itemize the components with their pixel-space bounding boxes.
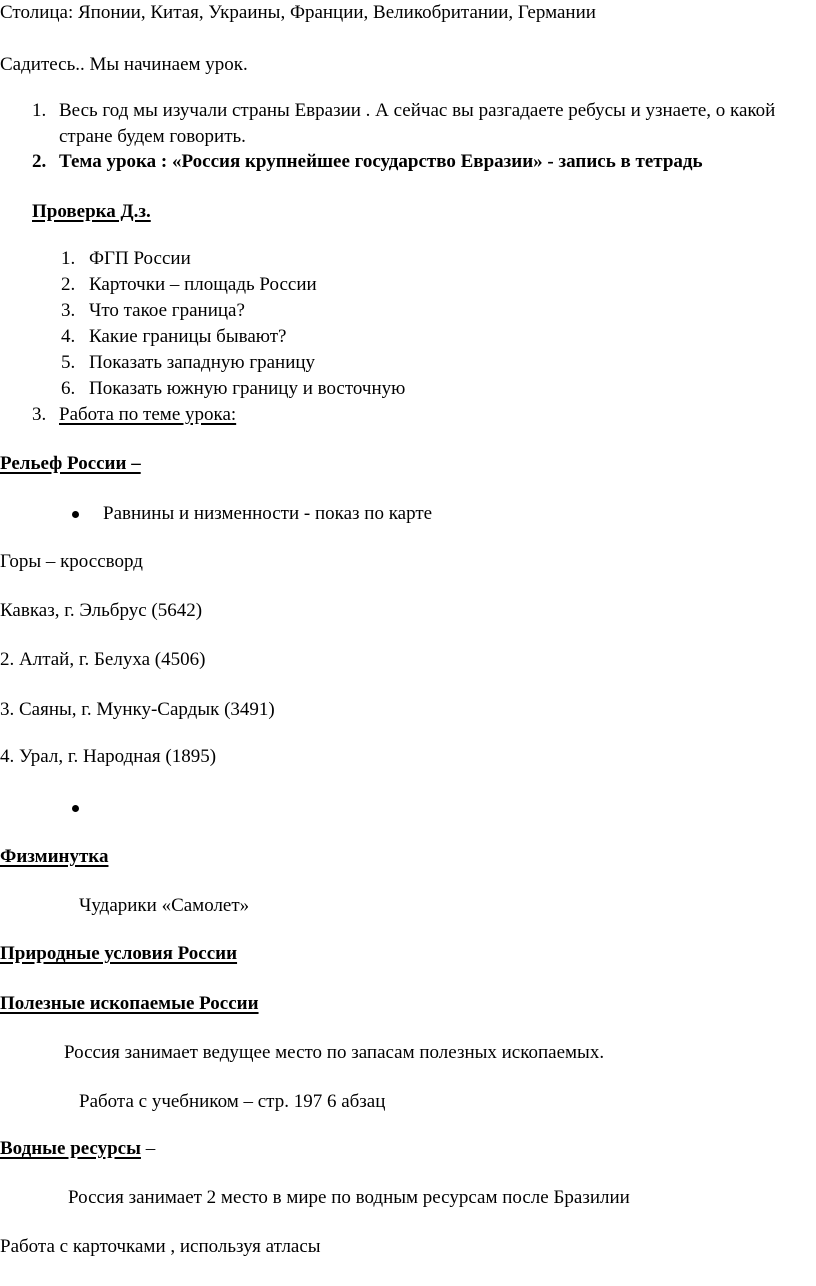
mountain-item: 4. Урал, г. Народная (1895): [0, 746, 217, 767]
natural-conditions-heading: Природные условия России: [0, 943, 238, 964]
list-number: 2.: [61, 274, 76, 295]
list-number: 6.: [61, 378, 76, 399]
water-text: Россия занимает 2 место в мире по водным ресурсам после Бразилии: [68, 1187, 630, 1208]
textbook-text: Работа с учебником – стр. 197 6 абзац: [79, 1091, 386, 1112]
water-dash: –: [140, 1138, 156, 1159]
list-number: 1.: [32, 100, 47, 121]
bullet-icon: [72, 511, 79, 518]
mountains-label: Горы – кроссворд: [0, 551, 143, 572]
capitals-line: Столица: Японии, Китая, Украины, Франции, Великобритании, Германии: [0, 2, 596, 23]
water-heading: Водные ресурсы: [0, 1138, 141, 1159]
list-number: 3.: [61, 300, 76, 321]
list-number: 5.: [61, 352, 76, 373]
list-item: Показать западную границу: [89, 352, 316, 373]
list-item: Карточки – площадь России: [89, 274, 317, 295]
relief-bullet-item: Равнины и низменности - показ по карте: [103, 503, 433, 524]
minerals-text: Россия занимает ведущее место по запасам полезных ископаемых.: [64, 1042, 605, 1063]
sit-down-line: Садитесь.. Мы начинаем урок.: [0, 54, 248, 75]
bullet-icon: [72, 805, 79, 812]
relief-heading: Рельеф России –: [0, 453, 141, 474]
list-number: 4.: [61, 326, 76, 347]
exercise-heading: Физминутка: [0, 846, 109, 867]
minerals-heading: Полезные ископаемые России: [0, 993, 259, 1014]
list-item-text: Весь год мы изучали страны Евразии . А сейчас вы разгадаете ребусы и узнаете, о какой: [59, 100, 776, 121]
lesson-topic: Тема урока : «Россия крупнейшее государство Евразии» - запись в тетрадь: [59, 151, 703, 172]
exercise-text: Чударики «Самолет»: [79, 895, 250, 916]
list-item: Что такое граница?: [89, 300, 245, 321]
mountain-item: 3. Саяны, г. Мунку-Сардык (3491): [0, 699, 275, 720]
list-item: Какие границы бывают?: [89, 326, 287, 347]
mountain-item: 2. Алтай, г. Белуха (4506): [0, 649, 206, 670]
mountain-item: Кавказ, г. Эльбрус (5642): [0, 600, 203, 621]
cards-text: Работа с карточками , используя атласы: [0, 1236, 321, 1257]
list-number: 1.: [61, 248, 76, 269]
work-on-topic: Работа по теме урока:: [59, 404, 237, 425]
list-item: ФГП России: [89, 248, 191, 269]
list-item-text-continued: стране будем говорить.: [59, 126, 246, 147]
list-number: 3.: [32, 404, 47, 425]
list-item: Показать южную границу и восточную: [89, 378, 406, 399]
homework-heading: Проверка Д.з.: [32, 201, 151, 222]
list-number: 2.: [32, 151, 47, 172]
water-line: [0, 1138, 155, 1160]
